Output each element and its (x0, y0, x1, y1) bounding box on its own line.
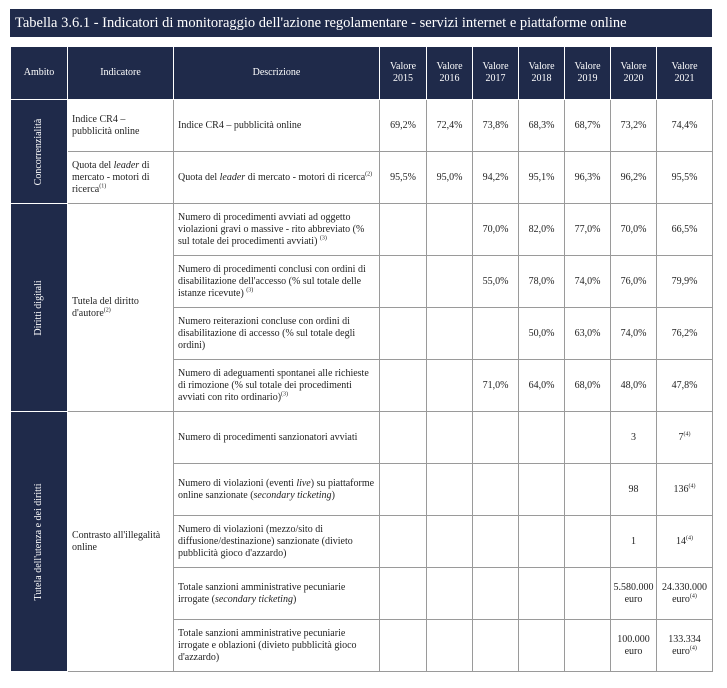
value-cell: 136$^{(4)}$ (657, 464, 713, 516)
indicatore-cell: Tutela del diritto d'autore$^{(2)}$ (68, 204, 174, 412)
value-cell (473, 308, 519, 360)
value-cell: 69,2% (380, 100, 427, 152)
value-cell: 94,2% (473, 152, 519, 204)
indicatore-cell: Indice CR4 – pubblicità online (68, 100, 174, 152)
indicatore-cell: Contrasto all'illegalità online (68, 412, 174, 672)
value-cell (473, 568, 519, 620)
descrizione-cell: Numero di procedimenti avviati ad oggetto violazioni gravi o massive - rito abbreviato (% sul totale dei procedimenti avviati) $^{(3)}$ (174, 204, 380, 256)
value-cell (380, 620, 427, 672)
value-cell (380, 360, 427, 412)
value-cell (473, 464, 519, 516)
value-cell (565, 464, 611, 516)
value-cell: 78,0% (519, 256, 565, 308)
value-cell: 64,0% (519, 360, 565, 412)
value-cell: 74,0% (611, 308, 657, 360)
ambito-cell (11, 204, 68, 412)
header-ambito: Ambito (11, 47, 68, 100)
descrizione-cell: Indice CR4 – pubblicità online (174, 100, 380, 152)
ambito-cell (11, 412, 68, 672)
header-year: Valore 2018 (519, 47, 565, 100)
value-cell: 74,0% (565, 256, 611, 308)
value-cell: 5.580.000 euro (611, 568, 657, 620)
value-cell (565, 412, 611, 464)
header-year: Valore 2021 (657, 47, 713, 100)
value-cell (519, 516, 565, 568)
value-cell: 14$^{(4)}$ (657, 516, 713, 568)
value-cell: 95,5% (380, 152, 427, 204)
value-cell: 1 (611, 516, 657, 568)
value-cell (380, 464, 427, 516)
value-cell: 98 (611, 464, 657, 516)
value-cell (427, 360, 473, 412)
indicators-table (10, 46, 713, 672)
value-cell (380, 412, 427, 464)
value-cell: 77,0% (565, 204, 611, 256)
ambito-cell (11, 100, 68, 204)
value-cell: 68,3% (519, 100, 565, 152)
value-cell: 50,0% (519, 308, 565, 360)
value-cell (473, 620, 519, 672)
table-title: Tabella 3.6.1 - Indicatori di monitoraggio dell'azione regolamentare - servizi internet e piattaforme online (10, 9, 712, 37)
value-cell: 47,8% (657, 360, 713, 412)
descrizione-cell: Totale sanzioni amministrative pecuniarie irrogate (secondary ticketing) (174, 568, 380, 620)
value-cell (427, 412, 473, 464)
table-row (11, 152, 713, 204)
value-cell: 24.330.000 euro$^{(4)}$ (657, 568, 713, 620)
value-cell (427, 464, 473, 516)
value-cell: 76,2% (657, 308, 713, 360)
value-cell (380, 204, 427, 256)
ambito-label: Diritti digitali (33, 279, 44, 336)
header-indicatore: Indicatore (68, 47, 174, 100)
value-cell: 66,5% (657, 204, 713, 256)
value-cell (519, 464, 565, 516)
value-cell (519, 620, 565, 672)
table-row (11, 412, 713, 464)
descrizione-cell: Numero reiterazioni concluse con ordini di disabilitazione di accesso (% sul totale degli ordini) (174, 308, 380, 360)
table-row (11, 100, 713, 152)
value-cell (427, 516, 473, 568)
value-cell: 72,4% (427, 100, 473, 152)
value-cell (380, 516, 427, 568)
value-cell (427, 204, 473, 256)
header-descrizione: Descrizione (174, 47, 380, 100)
value-cell (380, 308, 427, 360)
value-cell (380, 568, 427, 620)
descrizione-cell: Numero di violazioni (mezzo/sito di diffusione/destinazione) sanzionate (divieto pubblicità gioco d'azzardo) (174, 516, 380, 568)
value-cell: 71,0% (473, 360, 519, 412)
value-cell (565, 620, 611, 672)
value-cell (427, 256, 473, 308)
header-year: Valore 2017 (473, 47, 519, 100)
value-cell: 55,0% (473, 256, 519, 308)
value-cell (565, 516, 611, 568)
header-year: Valore 2016 (427, 47, 473, 100)
value-cell: 3 (611, 412, 657, 464)
header-year: Valore 2020 (611, 47, 657, 100)
table-row (11, 204, 713, 256)
header-year: Valore 2015 (380, 47, 427, 100)
ambito-label: Concorrenzialità (33, 118, 44, 185)
value-cell: 96,3% (565, 152, 611, 204)
value-cell: 95,0% (427, 152, 473, 204)
value-cell: 73,8% (473, 100, 519, 152)
ambito-label: Tutela dell'utenza e dei diritti (33, 483, 44, 600)
descrizione-cell: Quota del leader di mercato - motori di ricerca$^{(2)}$ (174, 152, 380, 204)
descrizione-cell: Totale sanzioni amministrative pecuniarie irrogate e oblazioni (divieto pubblicità gioco d'azzardo) (174, 620, 380, 672)
value-cell (427, 620, 473, 672)
header-year: Valore 2019 (565, 47, 611, 100)
descrizione-cell: Numero di procedimenti conclusi con ordini di disabilitazione dell'accesso (% sul totale delle istanze ricevute) $^{(3)}$ (174, 256, 380, 308)
value-cell: 63,0% (565, 308, 611, 360)
descrizione-cell: Numero di procedimenti sanzionatori avviati (174, 412, 380, 464)
value-cell: 79,9% (657, 256, 713, 308)
header-row (11, 47, 713, 100)
value-cell (519, 568, 565, 620)
value-cell: 95,5% (657, 152, 713, 204)
value-cell: 74,4% (657, 100, 713, 152)
value-cell: 48,0% (611, 360, 657, 412)
value-cell: 96,2% (611, 152, 657, 204)
descrizione-cell: Numero di violazioni (eventi live) su piattaforme online sanzionate (secondary ticketing) (174, 464, 380, 516)
value-cell (380, 256, 427, 308)
indicatore-cell: Quota del leader di mercato - motori di ricerca$^{(1)}$ (68, 152, 174, 204)
value-cell: 70,0% (611, 204, 657, 256)
value-cell: 68,0% (565, 360, 611, 412)
value-cell: 82,0% (519, 204, 565, 256)
value-cell: 73,2% (611, 100, 657, 152)
value-cell: 7$^{(4)}$ (657, 412, 713, 464)
value-cell (565, 568, 611, 620)
value-cell (427, 308, 473, 360)
value-cell (473, 516, 519, 568)
value-cell: 133.334 euro$^{(4)}$ (657, 620, 713, 672)
value-cell: 95,1% (519, 152, 565, 204)
value-cell: 100.000 euro (611, 620, 657, 672)
value-cell (427, 568, 473, 620)
value-cell: 68,7% (565, 100, 611, 152)
value-cell (473, 412, 519, 464)
value-cell (519, 412, 565, 464)
value-cell: 76,0% (611, 256, 657, 308)
descrizione-cell: Numero di adeguamenti spontanei alle richieste di rimozione (% sul totale dei procedimenti avviati con rito ordinario)$^{(3)}$ (174, 360, 380, 412)
value-cell: 70,0% (473, 204, 519, 256)
